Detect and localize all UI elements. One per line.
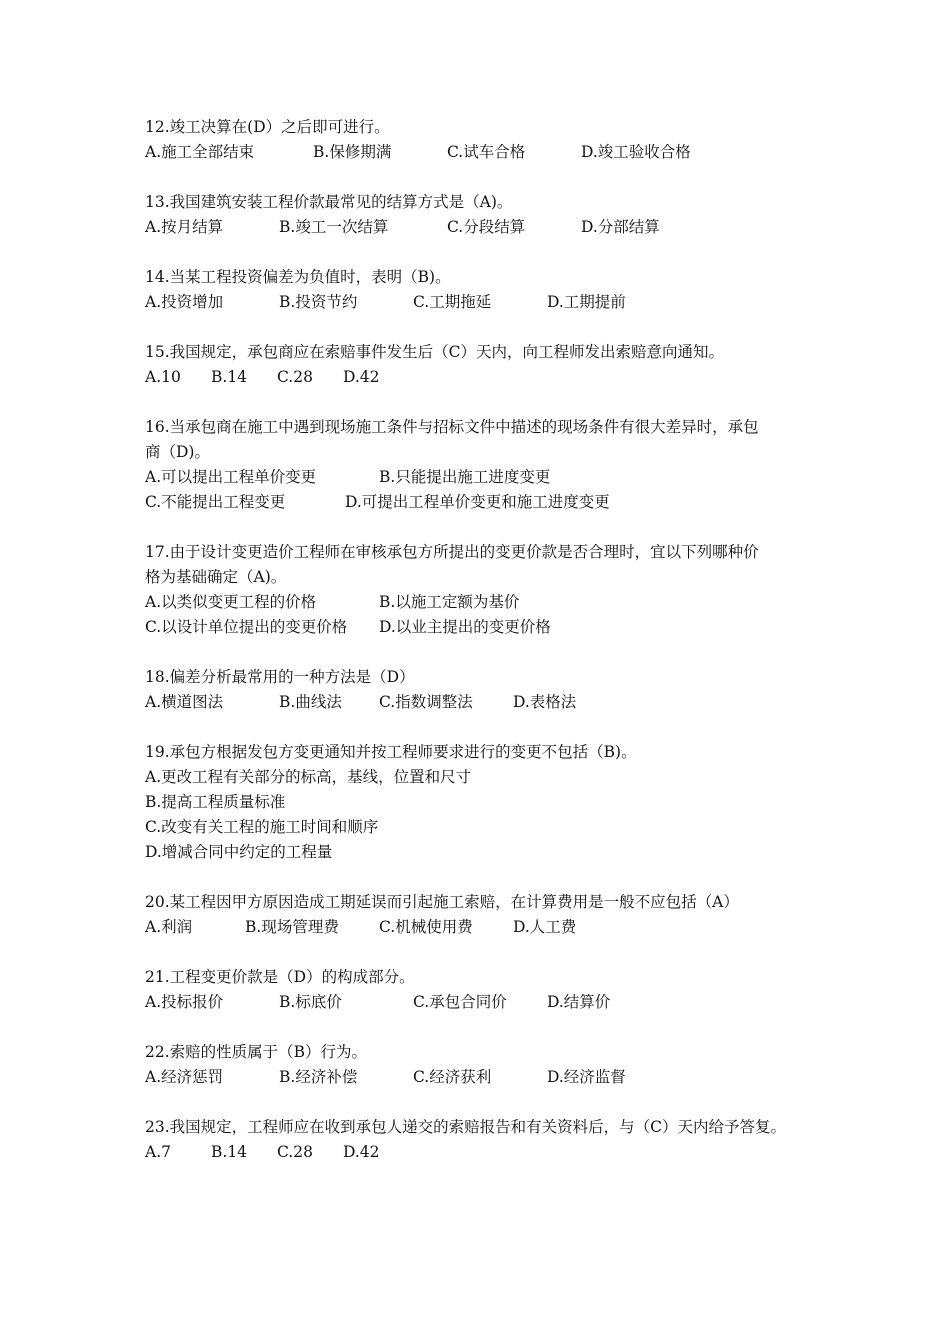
- option-a: A.可以提出工程单价变更: [145, 468, 317, 486]
- question-18: [145, 665, 810, 715]
- question-13: [145, 190, 810, 240]
- option-d: D.分部结算: [581, 218, 660, 236]
- question-19: [145, 740, 810, 865]
- question-stem: 14.当某工程投资偏差为负值时，表明（B)。: [145, 268, 451, 286]
- option-b: B.标底价: [279, 993, 342, 1011]
- option-d: D.表格法: [513, 693, 577, 711]
- option-d: D.经济监督: [547, 1068, 626, 1086]
- option-b: B.投资节约: [279, 293, 358, 311]
- question-23: [145, 1115, 810, 1165]
- question-stem: 15.我国规定，承包商应在索赔事件发生后（C）天内，向工程师发出索赔意向通知。: [145, 343, 725, 361]
- options-row: [145, 490, 810, 515]
- option-b: B.14: [211, 1143, 248, 1161]
- option-c: C.不能提出工程变更: [145, 493, 286, 511]
- option-a: A.10: [145, 368, 181, 386]
- option-c: C.改变有关工程的施工时间和顺序: [145, 818, 379, 836]
- options-row: [145, 915, 810, 940]
- option-d: D.人工费: [513, 918, 577, 936]
- option-c: C.工期拖延: [413, 293, 492, 311]
- question-16: [145, 415, 810, 515]
- option-a: A.横道图法: [145, 693, 224, 711]
- option-c: C.机械使用费: [379, 918, 473, 936]
- question-stem: 18.偏差分析最常用的一种方法是（D）: [145, 668, 415, 686]
- option-b: B.14: [211, 368, 248, 386]
- options-row: [145, 1140, 810, 1165]
- option-d: D.以业主提出的变更价格: [379, 618, 551, 636]
- option-c: C.分段结算: [447, 218, 526, 236]
- question-12: [145, 115, 810, 165]
- options-row: [145, 1065, 810, 1090]
- options-row: [145, 990, 810, 1015]
- option-b: B.经济补偿: [279, 1068, 358, 1086]
- option-a: A.经济惩罚: [145, 1068, 224, 1086]
- question-stem: 19.承包方根据发包方变更通知并按工程师要求进行的变更不包括（B)。: [145, 743, 637, 761]
- options-row: [145, 590, 810, 615]
- option-b: B.提高工程质量标准: [145, 793, 286, 811]
- option-b: B.以施工定额为基价: [379, 593, 520, 611]
- question-stem-line-2: 商（D)。: [145, 443, 210, 461]
- question-stem: 23.我国规定，工程师应在收到承包人递交的索赔报告和有关资料后，与（C）天内给予答复。: [145, 1118, 787, 1136]
- option-c: C.28: [277, 368, 313, 386]
- option-b: B.曲线法: [279, 693, 342, 711]
- option-a: A.以类似变更工程的价格: [145, 593, 317, 611]
- option-d: D.结算价: [547, 993, 611, 1011]
- option-a: A.7: [145, 1143, 171, 1161]
- question-stem: 20.某工程因甲方原因造成工期延误而引起施工索赔，在计算费用是一般不应包括（A）: [145, 893, 739, 911]
- option-c: C.经济获利: [413, 1068, 492, 1086]
- option-a: A.投标报价: [145, 993, 224, 1011]
- option-c: C.试车合格: [447, 143, 526, 161]
- options-row: [145, 465, 810, 490]
- question-17: [145, 540, 810, 640]
- question-stem: 12.竣工决算在(D）之后即可进行。: [145, 118, 390, 136]
- question-15: [145, 340, 810, 390]
- option-d: D.42: [343, 1143, 380, 1161]
- option-d: D.竣工验收合格: [581, 143, 691, 161]
- options-row: [145, 615, 810, 640]
- question-stem-line-1: 16.当承包商在施工中遇到现场施工条件与招标文件中描述的现场条件有很大差异时，承包: [145, 418, 759, 436]
- question-stem: 21.工程变更价款是（D）的构成部分。: [145, 968, 415, 986]
- option-b: B.现场管理费: [245, 918, 339, 936]
- options-row: [145, 690, 810, 715]
- question-stem-line-2: 格为基础确定（A)。: [145, 568, 287, 586]
- option-c: C.承包合同价: [413, 993, 507, 1011]
- options-row: [145, 215, 810, 240]
- option-b: B.竣工一次结算: [279, 218, 389, 236]
- question-14: [145, 265, 810, 315]
- option-c: C.指数调整法: [379, 693, 473, 711]
- option-b: B.只能提出施工进度变更: [379, 468, 551, 486]
- option-c: C.28: [277, 1143, 313, 1161]
- options-row: [145, 365, 810, 390]
- option-a: A.按月结算: [145, 218, 224, 236]
- question-stem: 13.我国建筑安装工程价款最常见的结算方式是（A)。: [145, 193, 513, 211]
- option-d: D.工期提前: [547, 293, 626, 311]
- options-row: [145, 140, 810, 165]
- option-a: A.投资增加: [145, 293, 224, 311]
- question-stem: 22.索赔的性质属于（B）行为。: [145, 1043, 368, 1061]
- question-20: [145, 890, 810, 940]
- document-page: [145, 115, 810, 1190]
- option-d: D.增减合同中约定的工程量: [145, 843, 333, 861]
- options-row: [145, 290, 810, 315]
- option-a: A.利润: [145, 918, 193, 936]
- option-d: D.可提出工程单价变更和施工进度变更: [345, 493, 610, 511]
- option-d: D.42: [343, 368, 380, 386]
- option-c: C.以设计单位提出的变更价格: [145, 618, 348, 636]
- question-stem-line-1: 17.由于设计变更造价工程师在审核承包方所提出的变更价款是否合理时，宜以下列哪种价: [145, 543, 759, 561]
- option-b: B.保修期满: [313, 143, 392, 161]
- option-a: A.施工全部结束: [145, 143, 255, 161]
- question-22: [145, 1040, 810, 1090]
- question-21: [145, 965, 810, 1015]
- option-a: A.更改工程有关部分的标高，基线，位置和尺寸: [145, 768, 472, 786]
